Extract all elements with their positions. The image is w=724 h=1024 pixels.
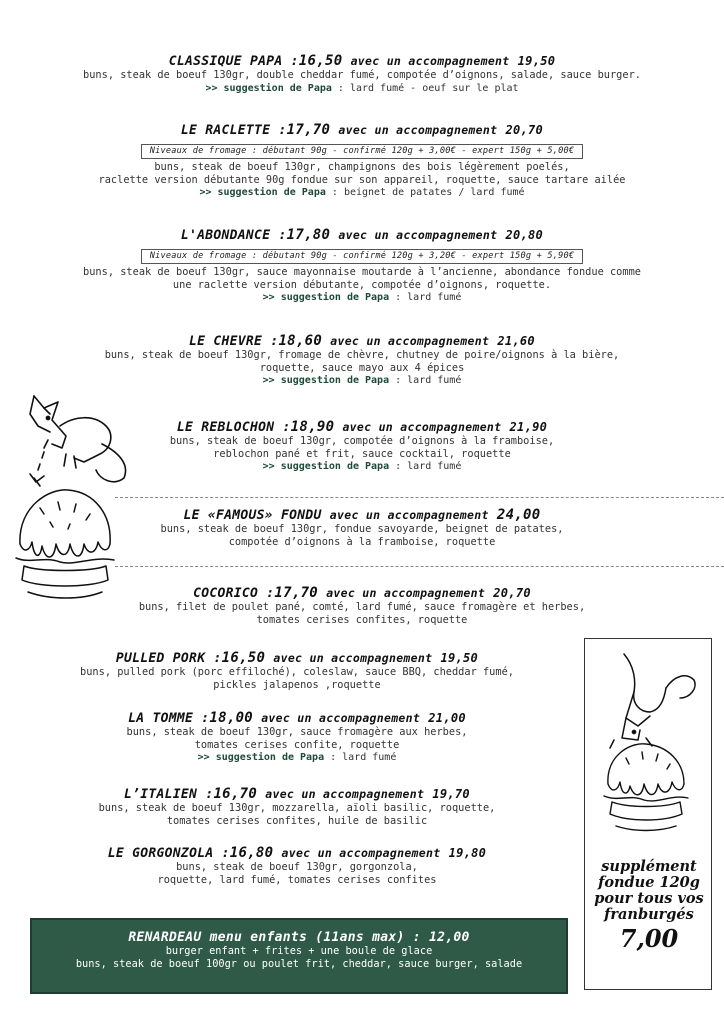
menu-item-chevre: [0, 333, 724, 387]
accompaniment-price: 21,60: [497, 334, 535, 348]
item-price: 18,90: [290, 419, 335, 435]
item-description: buns, steak de boeuf 130gr, mozzarella, aïoli basilic, roquette, tomates cerises confites, huile de basilic: [98, 802, 496, 827]
suggestion-sep: :: [324, 752, 343, 763]
item-description: buns, steak de boeuf 130gr, gorgonzola, roquette, lard fumé, tomates cerises confites: [157, 861, 437, 886]
accompaniment-label: avec un accompagnement: [273, 651, 433, 665]
item-title: [0, 845, 594, 861]
menu-item-italien: [0, 786, 594, 827]
suggestion-text: lard fumé: [407, 375, 462, 386]
suggestion-label: >> suggestion de Papa: [205, 82, 332, 94]
accompaniment-price: 20,70: [505, 123, 544, 137]
title-sep: :: [205, 651, 222, 666]
menu-item-classique: [0, 53, 724, 95]
item-price: 16,50: [298, 53, 343, 69]
title-sep: :: [213, 846, 230, 861]
item-suggestion: [0, 751, 594, 764]
title-sep: :: [282, 54, 299, 69]
suggestion-text: lard fumé: [407, 292, 462, 303]
item-name: LE GORGONZOLA: [107, 846, 214, 861]
item-title: [0, 227, 724, 243]
item-title: [0, 786, 594, 802]
item-title: [0, 122, 724, 138]
item-suggestion: [0, 291, 724, 304]
item-suggestion: [0, 186, 724, 199]
accompaniment-label: avec un accompagnement: [265, 787, 425, 801]
item-suggestion: [0, 374, 724, 387]
suggestion-sep: :: [389, 292, 408, 303]
suggestion-label: >> suggestion de Papa: [262, 375, 390, 386]
accompaniment-price: 21,90: [509, 420, 548, 434]
title-sep: :: [274, 420, 291, 435]
suggestion-text: lard fumé: [342, 752, 397, 763]
item-title: [0, 507, 724, 523]
item-price: 16,70: [213, 786, 258, 802]
kids-menu-box: [30, 918, 568, 994]
item-description: buns, steak de boeuf 130gr, fromage de chèvre, chutney de poire/oignons à la bière, roquette, sauce mayo aux 4 épices: [104, 349, 620, 374]
suggestion-text: beignet de patates / lard fumé: [343, 187, 525, 198]
item-suggestion: [0, 82, 724, 95]
menu-item-cocorico: [0, 585, 724, 626]
accompaniment-price: 20,70: [493, 586, 531, 600]
kids-menu-title: RENARDEAU menu enfants (11ans max) : 12,00: [128, 930, 470, 945]
title-sep: :: [197, 787, 214, 802]
accompaniment-label: avec un accompagnement: [326, 586, 486, 600]
menu-item-tomme: [0, 710, 594, 764]
menu-item-famous: [0, 507, 724, 548]
item-price: 18,00: [209, 710, 254, 726]
item-description: buns, steak de boeuf 130gr, champignons des bois légèrement poelés, raclette version débutante 90g fondue sur son appareil, roquette, sauce tartare ailée: [98, 161, 626, 186]
item-price: 17,70: [286, 122, 331, 138]
item-price: 18,60: [278, 333, 323, 349]
cheese-levels-box: Niveaux de fromage : débutant 90g - confirmé 120g + 3,00€ - expert 150g + 5,00€: [141, 144, 584, 159]
suggestion-sep: :: [389, 375, 408, 386]
accompaniment-price: 19,50: [440, 651, 479, 665]
accompaniment-price: 19,50: [517, 54, 556, 68]
menu-item-raclette: [0, 122, 724, 199]
item-name: COCORICO: [193, 586, 259, 601]
supplement-price: 7,00: [619, 924, 679, 953]
item-description: buns, steak de boeuf 130gr, sauce fromagère aux herbes, tomates cerises confite, roquette: [126, 726, 468, 751]
suggestion-label: >> suggestion de Papa: [262, 292, 390, 303]
item-name: LE REBLOCHON: [176, 420, 275, 435]
accompaniment-label: avec un accompagnement: [261, 711, 421, 725]
menu-item-gorgonzola: [0, 845, 594, 886]
accompaniment-label: avec un accompagnement: [338, 228, 498, 242]
menu-item-reblochon: [0, 419, 724, 473]
item-title: [0, 53, 724, 69]
supplement-text: supplément fondue 120g pour tous vos franburgés: [594, 858, 704, 923]
title-sep: :: [258, 586, 275, 601]
supplement-box: [584, 638, 712, 990]
accompaniment-label: avec un accompagnement: [329, 508, 489, 522]
kids-menu-line2: buns, steak de boeuf 100gr ou poulet frit, cheddar, sauce burger, salade: [75, 958, 523, 970]
item-description: buns, pulled pork (porc effiloché), coleslaw, sauce BBQ, cheddar fumé, pickles jalapenos ,roquette: [80, 666, 514, 691]
suggestion-label: >> suggestion de Papa: [199, 187, 326, 198]
accompaniment-price: 19,70: [432, 787, 470, 801]
suggestion-text: lard fumé - oeuf sur le plat: [349, 82, 519, 94]
item-title: [0, 710, 594, 726]
accompaniment-label: avec un accompagnement: [350, 54, 510, 68]
item-name: PULLED PORK: [115, 651, 206, 666]
item-title: [0, 650, 594, 666]
item-name: CLASSIQUE PAPA: [168, 54, 283, 69]
famous-separator-top: [115, 497, 724, 498]
famous-separator-bottom: [115, 566, 724, 567]
menu-item-abondance: [0, 227, 724, 304]
item-description: buns, filet de poulet pané, comté, lard fumé, sauce fromagère et herbes, tomates cerises confites, roquette: [138, 601, 586, 626]
accompaniment-label: avec un accompagnement: [330, 334, 490, 348]
item-name: LE «FAMOUS» FONDU: [183, 508, 322, 523]
item-name: LE CHEVRE: [189, 334, 263, 349]
item-title: [0, 419, 724, 435]
title-sep: :: [270, 228, 287, 243]
item-description: buns, steak de boeuf 130gr, compotée d’oignons à la framboise, reblochon pané et frit, sauce cocktail, roquette: [169, 435, 555, 460]
kids-menu-line1: burger enfant + frites + une boule de glace: [165, 945, 433, 957]
item-price: 17,70: [274, 585, 319, 601]
cheese-levels-box: Niveaux de fromage : débutant 90g - confirmé 120g + 3,20€ - expert 150g + 5,90€: [141, 249, 584, 264]
accompaniment-price: 20,80: [505, 228, 544, 242]
item-title: [0, 585, 724, 601]
title-sep: :: [193, 711, 210, 726]
suggestion-sep: :: [389, 461, 408, 472]
item-title: [0, 333, 724, 349]
item-price: 16,80: [229, 845, 274, 861]
supplement-text-block: [585, 859, 713, 953]
item-name: L’ITALIEN: [124, 787, 198, 802]
title-sep: :: [270, 123, 287, 138]
menu-item-pulled-pork: [0, 650, 594, 691]
accompaniment-label: avec un accompagnement: [281, 846, 441, 860]
suggestion-label: >> suggestion de Papa: [197, 752, 325, 763]
title-sep: :: [262, 334, 279, 349]
item-description: buns, steak de boeuf 130gr, fondue savoyarde, beignet de patates, compotée d’oignons à la framboise, roquette: [160, 523, 564, 548]
item-description: buns, steak de boeuf 130gr, sauce mayonnaise moutarde à l’ancienne, abondance fondue comme une raclette version débutante, compotée d’oignons, roquette.: [83, 266, 641, 291]
item-name: L'ABONDANCE: [180, 228, 271, 243]
suggestion-text: lard fumé: [407, 461, 462, 472]
accompaniment-label: avec un accompagnement: [342, 420, 502, 434]
item-price: 17,80: [286, 227, 331, 243]
item-suggestion: [0, 460, 724, 473]
accompaniment-price: 24,00: [496, 507, 541, 523]
accompaniment-price: 21,00: [428, 711, 466, 725]
accompaniment-label: avec un accompagnement: [338, 123, 498, 137]
item-price: 16,50: [221, 650, 266, 666]
item-description: buns, steak de boeuf 130gr, double cheddar fumé, compotée d’oignons, salade, sauce burger.: [83, 69, 641, 81]
accompaniment-price: 19,80: [448, 846, 487, 860]
suggestion-sep: :: [325, 187, 344, 198]
suggestion-sep: :: [331, 82, 350, 94]
item-name: LA TOMME: [128, 711, 194, 726]
suggestion-label: >> suggestion de Papa: [262, 461, 390, 472]
item-name: LE RACLETTE: [180, 123, 271, 138]
